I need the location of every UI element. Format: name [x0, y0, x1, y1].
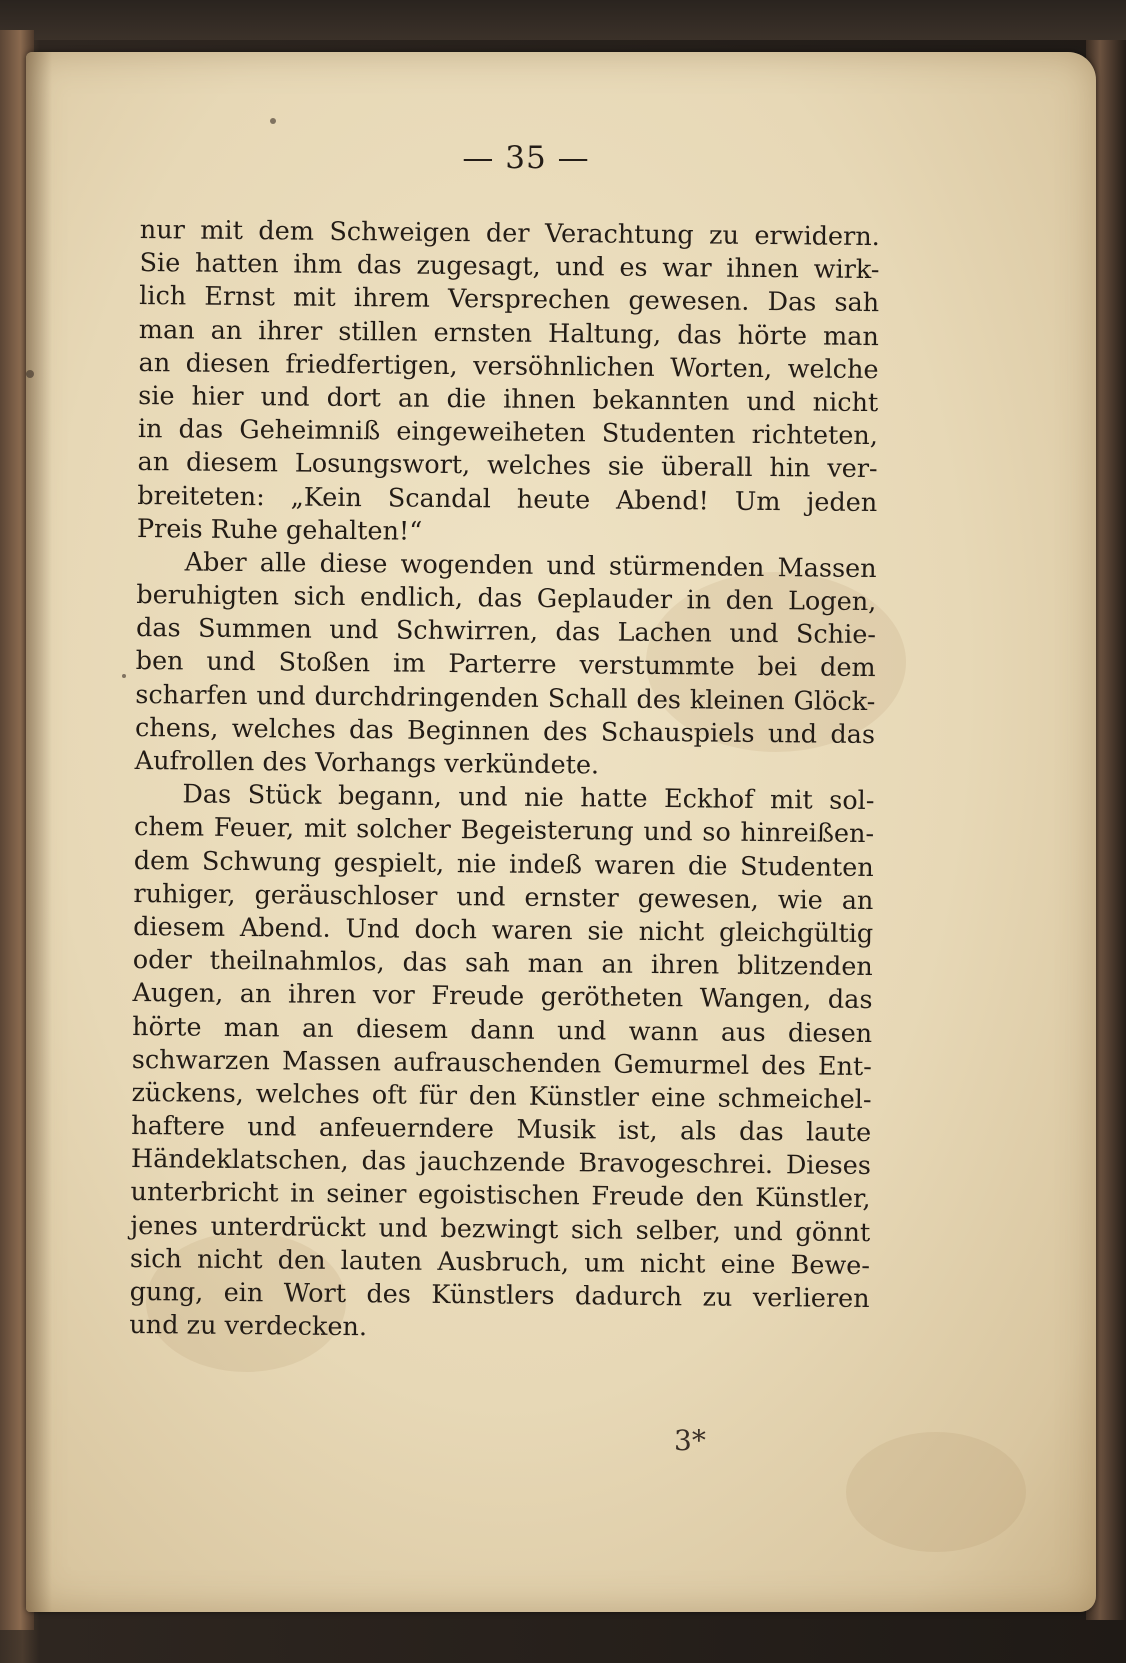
- text-line: jenes unterdrückt und bezwingt sich selber, und gönnt: [130, 1210, 871, 1248]
- text-line: schwarzen Massen aufrauschenden Gemurmel des Ent-: [131, 1044, 872, 1082]
- text-line: Aber alle diese wogenden und stürmenden Massen: [184, 547, 877, 584]
- paper-stain: [846, 1432, 1026, 1552]
- text-line: scharfen und durchdringenden Schall des kleinen Glöck-: [135, 679, 876, 717]
- margin-dot: [270, 118, 276, 124]
- text-line: haftere und anfeuerndere Musik ist, als das laute: [131, 1111, 872, 1149]
- text-line: Das Stück begann, und nie hatte Eckhof mit sol-: [182, 779, 875, 817]
- text-line: chens, welches das Beginnen des Schauspiels und das: [134, 712, 876, 750]
- text-line: beruhigten sich endlich, das Geplauder in den Logen,: [136, 580, 877, 618]
- text-line: zückens, welches oft für den Künstler eine schmeichel-: [131, 1077, 872, 1115]
- text-line: an diesem Losungswort, welches sie überall hin ver-: [137, 447, 878, 485]
- text-line: breiteten: „Kein Scandal heute Abend! Um jeden: [137, 480, 878, 518]
- margin-dot: [122, 674, 126, 678]
- text-line: gung, ein Wort des Künstlers dadurch zu verlieren: [129, 1276, 870, 1315]
- book-top-edge: [0, 0, 1126, 40]
- text-line: oder theilnahmlos, das sah man an ihren blitzenden: [132, 945, 873, 983]
- text-line: diesem Abend. Und doch waren sie nicht gleichgültig: [133, 911, 874, 950]
- text-line: nur mit dem Schweigen der Verachtung zu erwidern.: [139, 214, 880, 253]
- text-line: ruhiger, geräuschloser und ernster gewesen, wie an: [133, 878, 874, 916]
- text-line: Augen, an ihren vor Freude gerötheten Wangen, das: [132, 978, 873, 1016]
- text-line: in das Geheimniß eingeweiheten Studenten richteten,: [137, 414, 879, 452]
- page-number-header: — 35 —: [462, 140, 590, 176]
- text-line: Preis Ruhe gehalten!“: [136, 513, 423, 547]
- body-text: [129, 214, 880, 1349]
- text-line: unterbricht in seiner egoistischen Freude den Künstler,: [130, 1177, 871, 1215]
- signature-mark: 3*: [674, 1424, 706, 1457]
- text-line: Aufrollen des Vorhangs verkündete.: [134, 745, 600, 781]
- paragraph-1: [137, 214, 880, 553]
- margin-dot: [26, 370, 34, 378]
- text-line: und zu verdecken.: [129, 1310, 368, 1343]
- page-paper: [26, 52, 1096, 1612]
- paragraph-2: [135, 546, 877, 785]
- paragraph-3: [129, 778, 874, 1349]
- text-line: sie hier und dort an die ihnen bekannten und nicht: [138, 380, 879, 419]
- text-line: Sie hatten ihm das zugesagt, und es war ihnen wirk-: [139, 248, 880, 286]
- text-line: das Summen und Schwirren, das Lachen und Schie-: [135, 613, 877, 651]
- text-line: sich nicht den lauten Ausbruch, um nicht eine Bewe-: [129, 1243, 871, 1281]
- text-line: hörte man an diesem dann und wann aus diesen: [132, 1011, 873, 1049]
- text-line: dem Schwung gespielt, nie indeß waren die Studenten: [133, 845, 874, 883]
- text-line: lich Ernst mit ihrem Versprechen gewesen. Das sah: [139, 281, 880, 319]
- text-line: man an ihrer stillen ernsten Haltung, das hörte man: [138, 314, 880, 352]
- text-line: ben und Stoßen im Parterre verstummte bei dem: [135, 646, 876, 684]
- text-line: Händeklatschen, das jauchzende Bravogeschrei. Dieses: [130, 1144, 872, 1182]
- text-line: an diesen friedfertigen, versöhnlichen Worten, welche: [138, 347, 879, 385]
- text-line: chem Feuer, mit solcher Begeisterung und so hinreißen-: [133, 812, 875, 850]
- page-gutter-shadow: [26, 52, 52, 1612]
